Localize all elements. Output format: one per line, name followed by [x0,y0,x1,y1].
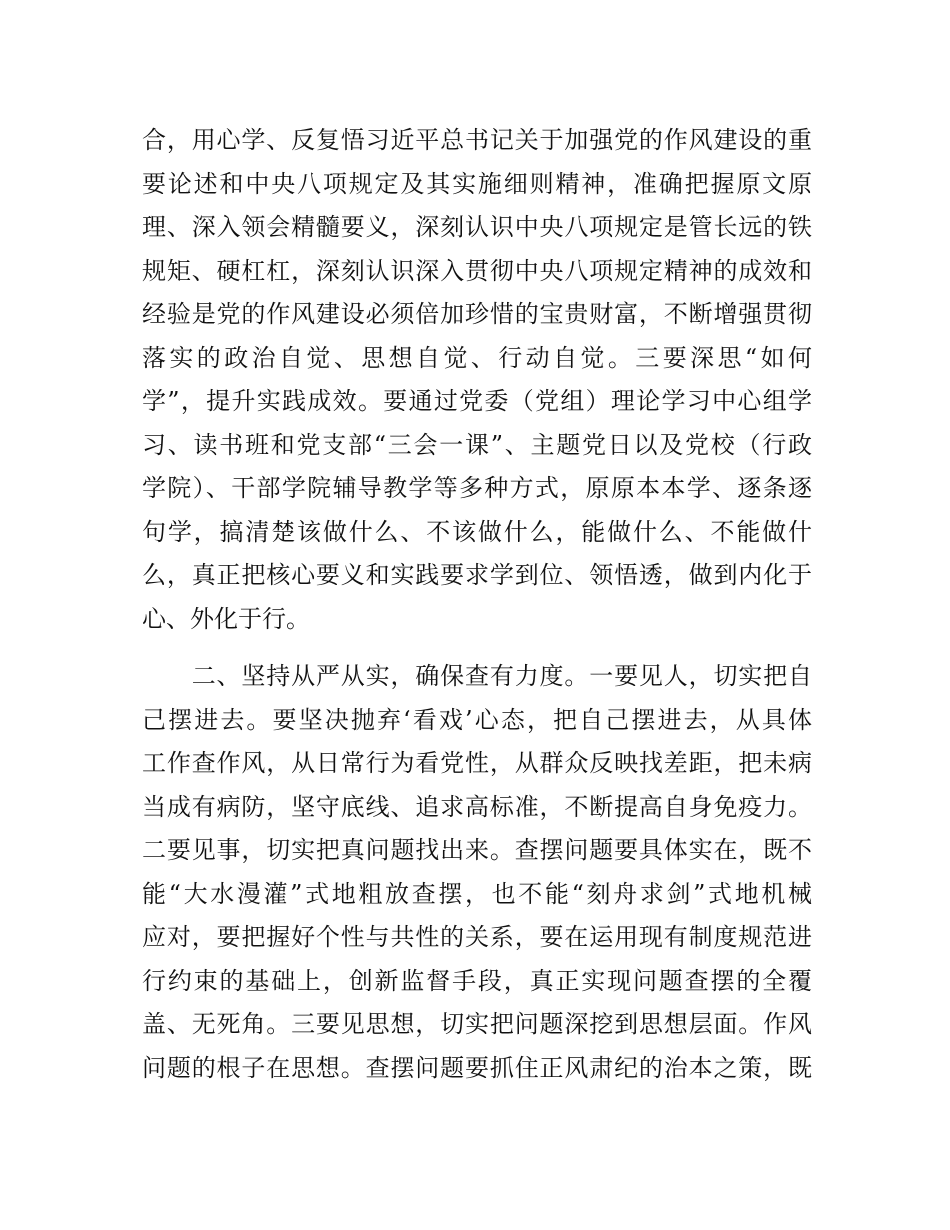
text-line: 落实的政治自觉、思想自觉、行动自觉。三要深思“如何 [142,343,812,372]
text-line: 心、外化于行。 [142,604,310,633]
text-line: 习、读书班和党支部“三会一课”、主题党日以及党校（行政 [142,430,812,459]
text-line: 合，用心学、反复悟习近平总书记关于加强党的作风建设的重 [142,126,812,154]
text-line: 理、深入领会精髓要义，深刻认识中央八项规定是管长远的铁 [142,213,812,241]
document-body [142,119,812,1090]
text-line: 当成有病防，坚守底线、追求高标准，不断提高自身免疫力。 [142,792,812,821]
text-line: 学”，提升实践成效。要通过党委（党组）理论学习中心组学 [142,387,812,415]
paragraph-1 [142,119,812,641]
text-line: 行约束的基础上，创新监督手段，真正实现问题查摆的全覆 [142,966,812,995]
text-line: 问题的根子在思想。查摆问题要抓住正风肃纪的治本之策，既 [142,1053,812,1082]
text-line: 句学，搞清楚该做什么、不该做什么，能做什么、不能做什 [142,517,812,546]
paragraph-2 [142,655,812,1090]
text-line: 要论述和中央八项规定及其实施细则精神，准确把握原文原 [142,169,812,198]
text-line: 学院）、干部学院辅导教学等多种方式，原原本本学、逐条逐 [142,474,812,502]
paragraph-spacer [142,641,812,655]
text-line: 工作查作风，从日常行为看党性，从群众反映找差距，把未病 [142,749,812,777]
text-line: 己摆进去。要坚决抛弃‘看戏’心态，把自己摆进去，从具体 [142,705,812,734]
text-line: 能“大水漫灌”式地粗放查摆，也不能“刻舟求剑”式地机械 [142,879,812,908]
text-line: 么，真正把核心要义和实践要求学到位、领悟透，做到内化于 [142,561,812,589]
text-line: 经验是党的作风建设必须倍加珍惜的宝贵财富，不断增强贯彻 [142,300,812,328]
text-line: 规矩、硬杠杠，深刻认识深入贯彻中央八项规定精神的成效和 [142,256,812,285]
text-line: 应对，要把握好个性与共性的关系，要在运用现有制度规范进 [142,923,812,951]
text-line: 二要见事，切实把真问题找出来。查摆问题要具体实在，既不 [142,836,812,864]
text-line: 二、坚持从严从实，确保查有力度。一要见人，切实把自 [142,662,812,690]
text-line: 盖、无死角。三要见思想，切实把问题深挖到思想层面。作风 [142,1010,812,1038]
